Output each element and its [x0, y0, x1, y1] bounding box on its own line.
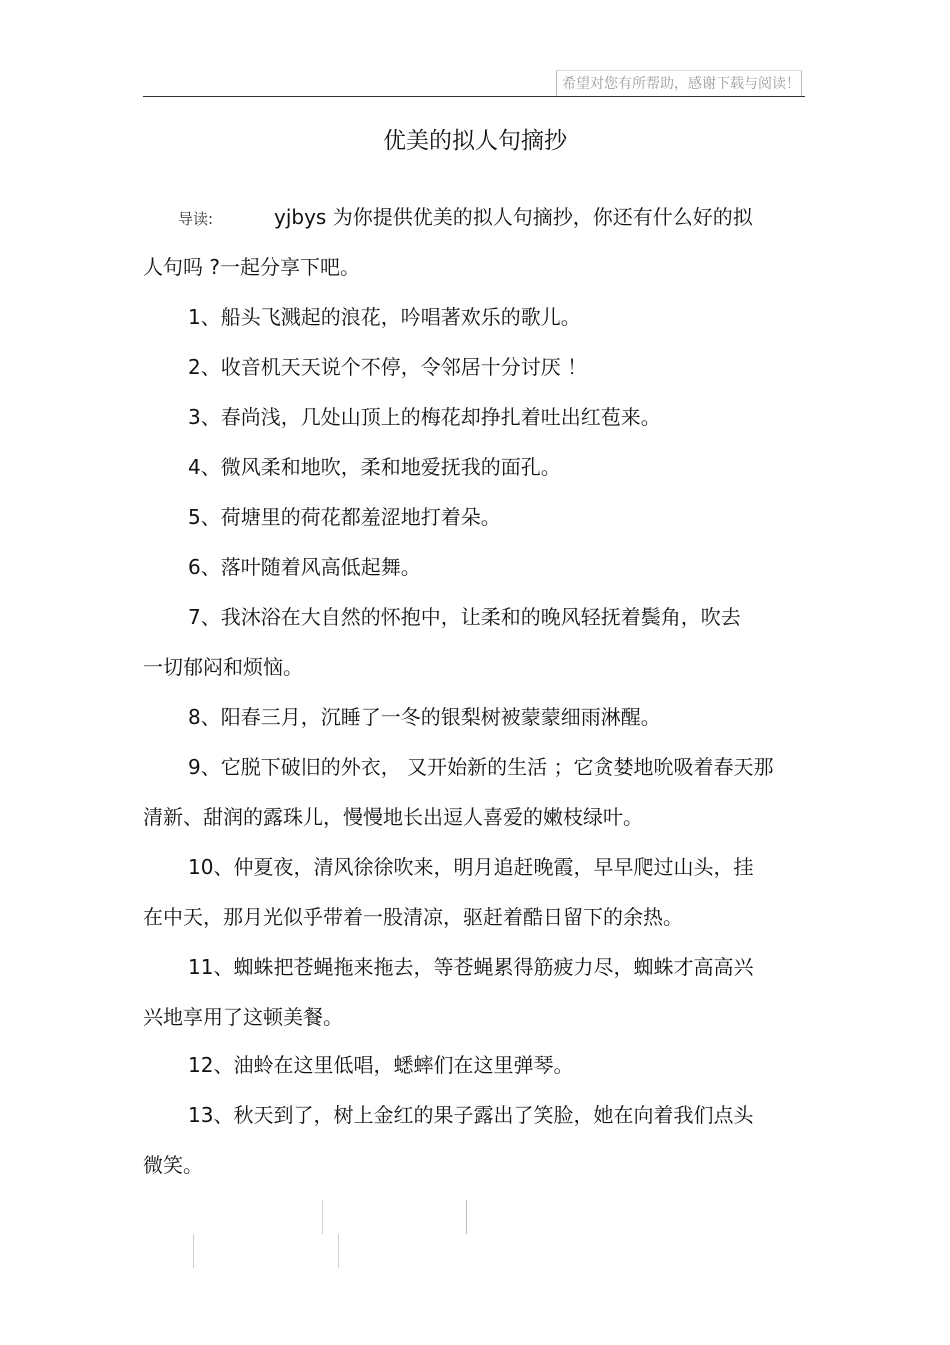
item-line: 7、我沐浴在大自然的怀抱中，让柔和的晚风轻抚着鬓角，吹去 — [188, 605, 741, 629]
item-line-continuation: 在中天，那月光似乎带着一股清凉，驱赶着酷日留下的余热。 — [143, 905, 683, 929]
item-line: 3、春尚浅，几处山顶上的梅花却挣扎着吐出红苞来。 — [188, 405, 661, 429]
item-line: 10、仲夏夜，清风徐徐吹来，明月追赶晚霞，早早爬过山头，挂 — [188, 855, 754, 879]
document-title: 优美的拟人句摘抄 — [383, 128, 567, 154]
header-rule — [143, 96, 805, 97]
scan-artifact-line — [193, 1234, 194, 1268]
item-line: 1、船头飞溅起的浪花，吟唱著欢乐的歌儿。 — [188, 305, 581, 329]
intro-label: 导读: — [178, 210, 214, 228]
item-line: 2、收音机天天说个不停，令邻居十分讨厌 ！ — [188, 355, 588, 379]
item-line: 13、秋天到了，树上金红的果子露出了笑脸，她在向着我们点头 — [188, 1103, 754, 1127]
item-line: 4、微风柔和地吹，柔和地爱抚我的面孔。 — [188, 455, 561, 479]
scan-artifact-line — [338, 1234, 339, 1268]
intro-line-1: yjbys 为你提供优美的拟人句摘抄，你还有什么好的拟 — [274, 205, 753, 229]
item-line: 8、阳春三月，沉睡了一冬的银梨树被蒙蒙细雨淋醒。 — [188, 705, 661, 729]
intro-line-2: 人句吗 ?一起分享下吧。 — [143, 255, 360, 279]
item-line: 12、油蛉在这里低唱，蟋蟀们在这里弹琴。 — [188, 1053, 574, 1077]
item-line: 6、落叶随着风高低起舞。 — [188, 555, 421, 579]
item-line-continuation: 清新、甜润的露珠儿，慢慢地长出逗人喜爱的嫩枝绿叶。 — [143, 805, 643, 829]
item-line: 9、它脱下破旧的外衣， 又开始新的生活 ；它贪婪地吮吸着春天那 — [188, 755, 774, 779]
scan-artifact-line — [322, 1200, 323, 1234]
item-line-continuation: 一切郁闷和烦恼。 — [143, 655, 303, 679]
item-line-continuation: 兴地享用了这顿美餐。 — [143, 1005, 343, 1029]
item-line-continuation: 微笑。 — [143, 1153, 203, 1177]
item-line: 11、蜘蛛把苍蝇拖来拖去，等苍蝇累得筋疲力尽，蜘蛛才高高兴 — [188, 955, 754, 979]
header-tagline: 希望对您有所帮助，感谢下载与阅读！ — [556, 70, 802, 96]
item-line: 5、荷塘里的荷花都羞涩地打着朵。 — [188, 505, 501, 529]
scan-artifact-line — [466, 1200, 467, 1234]
